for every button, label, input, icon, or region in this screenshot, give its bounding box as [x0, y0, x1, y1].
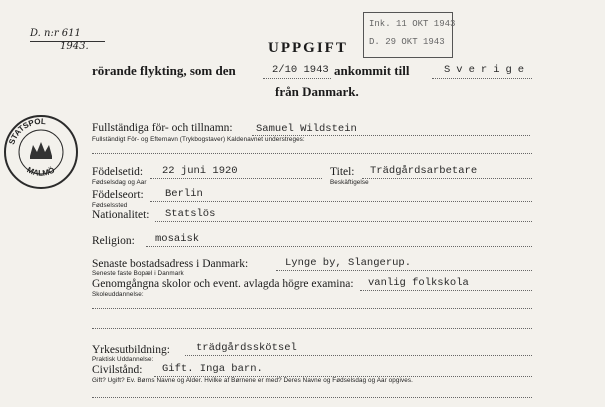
civil-status-line-2: [92, 397, 532, 398]
seal-bottom-text: MALMÖ: [25, 165, 57, 178]
destination: Sverige: [444, 64, 531, 76]
arrival-date: 2/10 1943: [272, 64, 329, 76]
seal-top-text: STATSPOL: [7, 116, 47, 146]
birth-place-value: Berlin: [165, 188, 203, 200]
crown-icon: [30, 142, 52, 159]
stamp-line-2: D. 29 OKT 1943: [369, 37, 445, 47]
destination-line: [432, 78, 532, 79]
nationality-label: Nationalitet:: [92, 209, 150, 221]
address-sublabel: Seneste faste Bopæl i Danmark: [92, 270, 184, 277]
vocational-value: trädgårdsskötsel: [196, 342, 297, 354]
stamp-line-1: Ink. 11 OKT 1943: [369, 19, 456, 29]
vocational-sublabel: Praktisk Uddannelse:: [92, 356, 154, 363]
title-label: Titel:: [330, 166, 355, 178]
birth-place-sublabel: Fødselssted: [92, 202, 128, 209]
title-sublabel: Beskäftigelse: [330, 179, 369, 186]
nationality-line: [155, 221, 532, 222]
birth-date-sublabel: Fødselsdag og Aar: [92, 179, 147, 186]
education-label: Genomgångna skolor och event. avlagda högre examina:: [92, 278, 354, 290]
religion-value: mosaisk: [155, 233, 200, 245]
title-value: Trädgårdsarbetare: [370, 165, 478, 177]
birth-place-label: Födelseort:: [92, 189, 144, 201]
reference-year: 1943.: [60, 41, 89, 52]
received-stamp: [363, 12, 456, 58]
police-seal: [3, 108, 79, 192]
birth-place-line: [150, 201, 532, 202]
education-line-3: [92, 328, 532, 329]
vocational-label: Yrkesutbildning:: [92, 344, 170, 356]
address-value: Lynge by, Slangerup.: [285, 257, 412, 269]
birth-date-value: 22 juni 1920: [162, 165, 238, 177]
heading-part-2: ankommit till: [334, 63, 410, 78]
civil-status-value: Gift. Inga barn.: [162, 363, 263, 375]
name-label: Fullständiga för- och tillnamn:: [92, 122, 233, 134]
name-sublabel: Fullständigt För- og Efternavn (Trykbogstaver) Kaldenavnet understreges:: [92, 136, 305, 143]
arrival-date-line: [263, 78, 331, 79]
title-line: [362, 178, 532, 179]
civil-status-sublabel: Gift? Ugift? Ev. Børns Navne og Alder. Hvilke af Børnene er med? Deres Navne og Fødselsdag og Aar opgives.: [92, 377, 413, 384]
birth-date-line: [150, 178, 322, 179]
nationality-value: Statslös: [165, 208, 216, 220]
vocational-line: [185, 355, 532, 356]
address-line: [276, 270, 532, 271]
religion-line: [146, 246, 532, 247]
reference-number: D. n:r 611: [30, 28, 81, 39]
education-sublabel: Skoleuddannelse:: [92, 291, 144, 298]
religion-label: Religion:: [92, 235, 135, 247]
name-line-2: [92, 153, 532, 154]
heading-part-1: rörande flykting, som den: [92, 63, 236, 78]
birth-date-label: Födelsetid:: [92, 166, 144, 178]
name-value: Samuel Wildstein: [256, 123, 357, 135]
civil-status-label: Civilstånd:: [92, 364, 143, 376]
education-line: [360, 290, 532, 291]
education-line-2: [92, 308, 532, 309]
page-title: UPPGIFT: [268, 40, 348, 56]
education-value: vanlig folkskola: [368, 277, 469, 289]
address-label: Senaste bostadsadress i Danmark:: [92, 258, 249, 270]
heading-line-2: från Danmark.: [275, 84, 359, 99]
